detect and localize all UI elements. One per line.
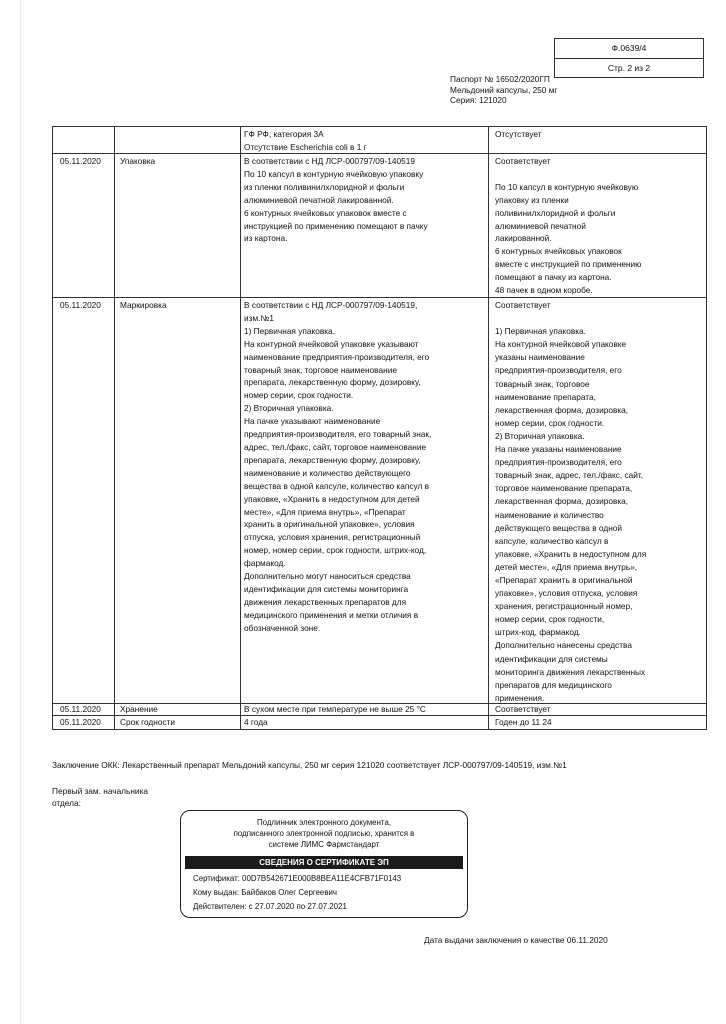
passport-number: Паспорт № 16502/2020ГП bbox=[450, 74, 550, 84]
row4-nd: 4 года bbox=[244, 717, 268, 727]
scan-edge bbox=[20, 0, 21, 1024]
row-line bbox=[52, 297, 707, 298]
row3-nd: В сухом месте при температуре не выше 25 °С bbox=[244, 704, 426, 714]
form-code-box bbox=[554, 38, 704, 78]
row-line bbox=[52, 729, 707, 730]
page-number: Стр. 2 из 2 bbox=[555, 58, 703, 78]
row3-date: 05.11.2020 bbox=[60, 704, 101, 714]
stamp-banner: СВЕДЕНИЯ О СЕРТИФИКАТЕ ЭП bbox=[185, 856, 463, 869]
stamp-validity: Действителен: с 27.07.2020 по 27.07.2021 bbox=[193, 902, 347, 911]
row4-result: Годен до 11 24 bbox=[495, 717, 552, 727]
row0-result: Отсутствует bbox=[495, 129, 542, 139]
product-name: Мельдоний капсулы, 250 мг bbox=[450, 84, 558, 95]
row0-nd: ГФ РФ, категория 3А Отсутствие Escherichia coli в 1 г bbox=[244, 129, 367, 152]
row3-name: Хранение bbox=[120, 704, 158, 714]
row4-date: 05.11.2020 bbox=[60, 717, 101, 727]
row4-name: Срок годности bbox=[120, 717, 176, 727]
passport-block bbox=[450, 74, 557, 106]
row2-nd: В соответствии с НД ЛСР-000797/09-140519, изм.№1 1) Первичная упаковка. На контурной ячейковой упаковке указывают наименование предприятия-производителя, его товарный знак, торговое наименование препарата, лекарственную форму, дозировку, номер серии, срок годности. 2) Вторичная упаковка. На пачке указывают наименование предприятия-производителя, его товарный знак, адрес, тел./факс, сайт, торговое наименование препарата, лекарственную форму, дозировку, наименование и количество действующего вещества в одной капсуле, количество капсул в упаковке, «Хранить в недоступном для детей месте», «Для приема внутрь», «Препарат хранить в оригинальной упаковке», условия отпуска, условия хранения, регистрационный номер, номер серии, срок годности, штрих-код, фармакод. Дополнительно могут наноситься средства идентификации для системы мониторинга движения лекарственных препаратов для медицинского применения и метки отличия в обозначенной зоне. bbox=[244, 300, 432, 633]
row1-date: 05.11.2020 bbox=[60, 156, 101, 166]
row1-name: Упаковка bbox=[120, 156, 156, 166]
qc-conclusion: Заключение ОКК: Лекарственный препарат Мельдоний капсулы, 250 мг серия 121020 соответствует ЛСР-000797/09-140519, изм.№1 bbox=[52, 760, 567, 770]
row1-nd: В соответствии с НД ЛСР-000797/09-140519 По 10 капсул в контурную ячейковую упаковку из пленки поливинилхлоридной и фольги алюминиевой печатной лакированной. 6 контурных ячейковых упаковок вместе с инструкцией по применению помещают в пачку из картона. bbox=[244, 156, 428, 244]
row-line bbox=[52, 126, 707, 127]
stamp-intro: Подлинник электронного документа, подписанного электронной подписью, хранится в системе ЛИМС Фармстандарт bbox=[233, 818, 415, 849]
form-code: Ф.0639/4 bbox=[611, 43, 647, 53]
row2-date: 05.11.2020 bbox=[60, 300, 101, 310]
row1-result: Соответствует По 10 капсул в контурную ячейковую упаковку из пленки поливинилхлоридной и фольги алюминиевой печатной лакированной. 6 контурных ячейковых упаковок вместе с инструкцией по применению помещают в пачку из картона. 48 пачек в одном коробе. bbox=[495, 156, 642, 296]
stamp-certificate: Сертификат: 00D7B542671E000B8BEA11E4CFB71F0143 bbox=[193, 874, 402, 883]
row2-name: Маркировка bbox=[120, 300, 167, 310]
issue-date: Дата выдачи заключения о качестве 06.11.2020 bbox=[424, 935, 608, 945]
e-signature-stamp bbox=[180, 810, 468, 918]
col-line bbox=[488, 126, 489, 730]
row3-result: Соответствует bbox=[495, 704, 551, 714]
col-line bbox=[706, 126, 707, 730]
first-deputy-label: Первый зам. начальника отдела: bbox=[52, 786, 148, 808]
stamp-issued-to: Кому выдан: Байбаков Олег Сергеевич bbox=[193, 888, 338, 897]
series-number: Серия: 121020 bbox=[450, 95, 507, 106]
col-line bbox=[240, 126, 241, 730]
row2-result: Соответствует 1) Первичная упаковка. На контурной ячейковой упаковке указаны наименование предприятия-производителя, его товарный знак, торговое наименование препарата, лекарственная форма, дозировка, номер серии, срок годности. 2) Вторичная упаковка. На пачке указаны наименование предприятия-производителя, его товарный знак, адрес, тел./факс, сайт, торговое наименование препарата, лекарственная форма, дозировка, наименование и количество действующего вещества в одной капсуле, количество капсул в упаковке, «Хранить в недоступном для детей месте», «Для приема внутрь», «Препарат хранить в оригинальной упаковке», условия отпуска, условия хранения, регистрационный номер, номер серии, срок годности, штрих-код, фармакод. Дополнительно нанесены средства идентификации для системы мониторинга движения лекарственных препаратов для медицинского применения. bbox=[495, 300, 647, 703]
col-line bbox=[114, 126, 115, 730]
col-line bbox=[52, 126, 53, 730]
